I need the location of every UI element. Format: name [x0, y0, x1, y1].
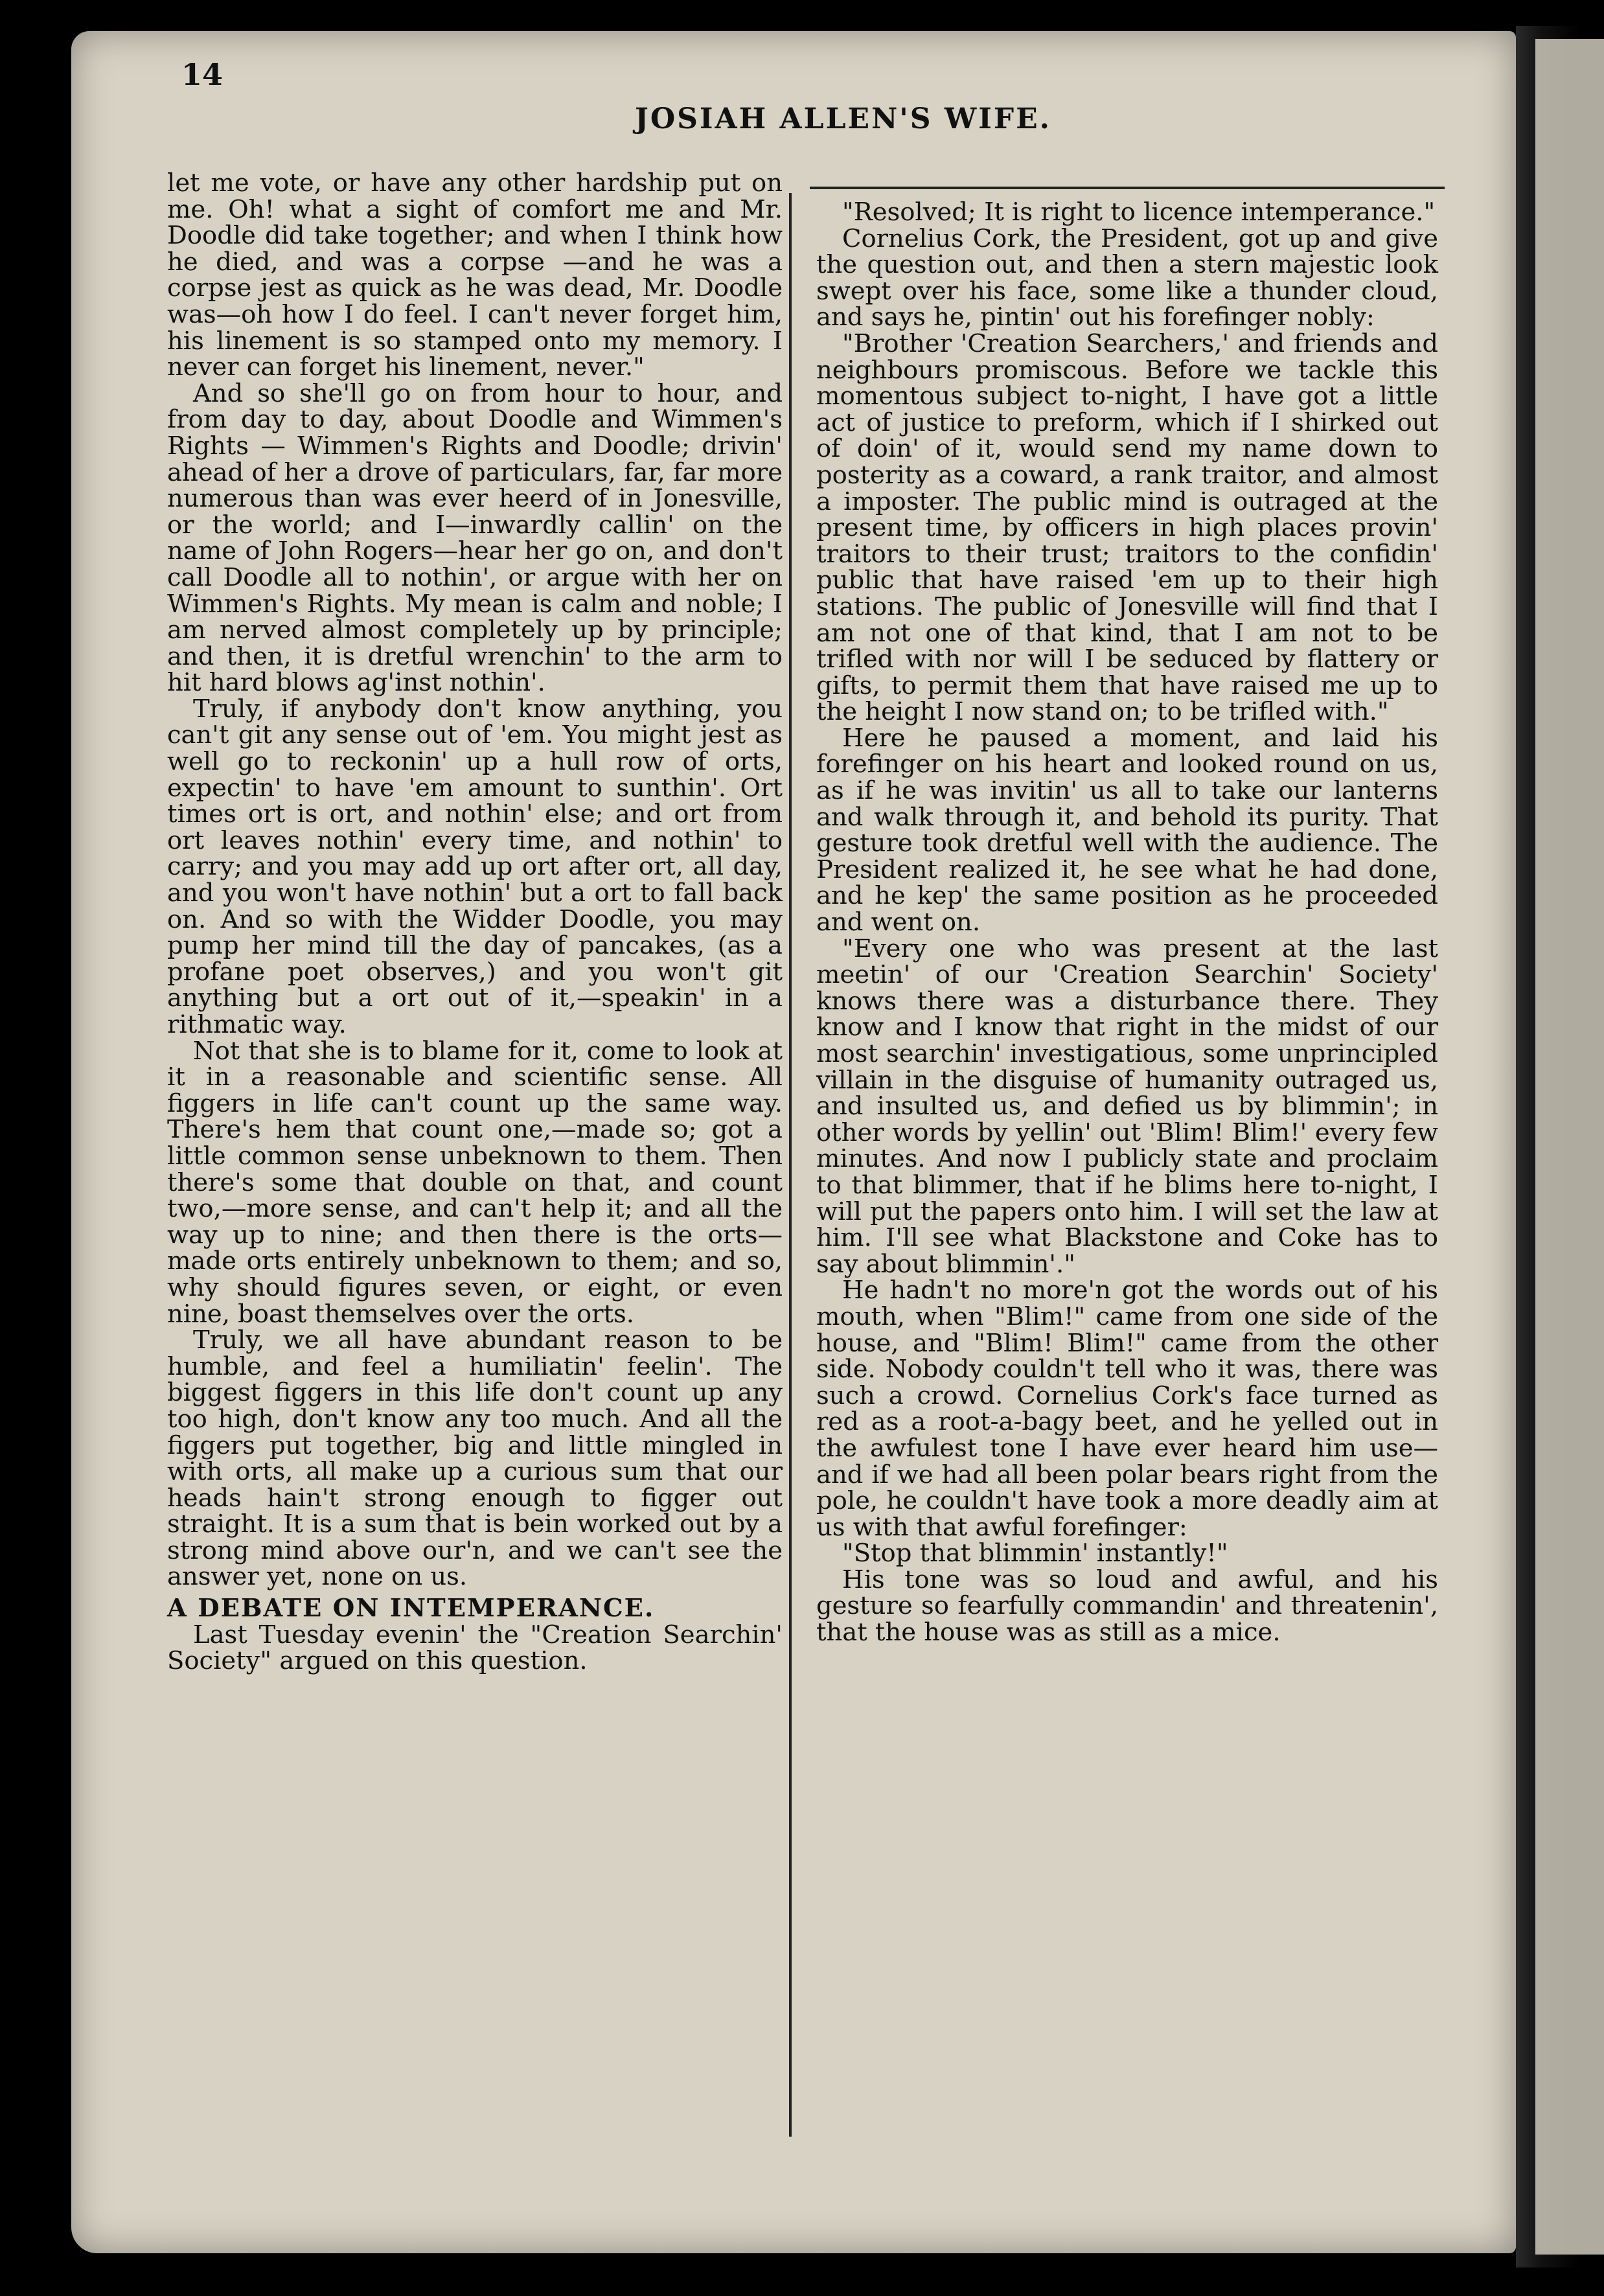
paragraph: "Brother 'Creation Searchers,' and friends and neighbours promiscous. Before we tackle this momentous subject to-night, I have got a little act of justice to preform, which if I shirked out of doin' of it, would send my name down to posterity as a coward, a rank traitor, and almost a imposter. The public mind is outraged at the present time, by officers in high places provin' traitors to their trust; traitors to the confidin' public that have raised 'em up to their high stations. The public of Jonesville will find that I am not one of that kind, that I am not to be trifled with nor will I be seduced by flattery or gifts, to permit them that have raised me up to the height I now stand on; to be trifled with." [816, 328, 1438, 727]
paragraph: "Every one who was present at the last meetin' of our 'Creation Searchin' Society' knows there was a disturbance there. They know and I know that right in the midst of our most searchin' investigatious, some unprincipled villain in the disguise of humanity outraged us, and insulted us, and defied us by blimmin'; in other words by yellin' out 'Blim! Blim!' every few minutes. And now I publicly state and proclaim to that blimmer, that if he blims here to-night, I will put the papers onto him. I will set the law at him. I'll see what Blackstone and Coke has to say about blimmin'." [816, 934, 1438, 1279]
section-heading: A DEBATE ON INTEMPERANCE. [167, 1594, 655, 1624]
paragraph: Cornelius Cork, the President, got up and give the question out, and then a stern majestic look swept over his face, some like a thunder cloud, and says he, pintin' out his forefinger nobly: [816, 224, 1438, 332]
right-column [816, 200, 1438, 1646]
paragraph: Here he paused a moment, and laid his forefinger on his heart and looked round on us, as if he was invitin' us all to take our lanterns and walk through it, and behold its purity. That gesture took dretful well with the audience. The President realized it, he see what he had done, and he kep' the same position as he proceeded and went on. [816, 723, 1438, 937]
paragraph: Not that she is to blame for it, come to look at it in a reasonable and scientific sense. All figgers in life can't count up the same way. There's hem that count one,—made so; got a little common sense unbeknown to them. Then there's some that double on that, and count two,—more sense, and can't help it; and all the way up to nine; and then there is the orts—made orts entirely unbeknown to them; and so, why should figures seven, or eight, or even nine, boast themselves over the orts. [167, 1036, 783, 1329]
running-title: JOSIAH ALLEN'S WIFE. [635, 102, 1051, 135]
paragraph: "Resolved; It is right to licence intemperance." [842, 198, 1436, 227]
paragraph: And so she'll go on from hour to hour, and from day to day, about Doodle and Wimmen's Rights — Wimmen's Rights and Doodle; drivin' ahead of her a drove of particulars, far, far more numerous than was ever heerd of in Jonesville, or the world; and I—inwardly callin' on the name of John Rogers—hear her go on, and don't call Doodle all to nothin', or argue with her on Wimmen's Rights. My mean is calm and noble; I am nerved almost completely up by principle; and then, it is dretful wrenchin' to the arm to hit hard blows ag'inst nothin'. [167, 378, 783, 698]
paragraph: He hadn't no more'n got the words out of his mouth, when "Blim!" came from one side of the house, and "Blim! Blim!" came from the other side. Nobody couldn't tell who it was, there was such a crowd. Cornelius Cork's face turned as red as a root-a-bagy beet, and he yelled out in the awfulest tone I have ever heard him use—and if we had all been polar bears right from the pole, he couldn't have took a more deadly aim at us with that awful forefinger: [816, 1276, 1438, 1542]
page-number: 14 [181, 57, 223, 92]
paragraph: Truly, we all have abundant reason to be humble, and feel a humiliatin' feelin'. The biggest figgers in this life don't count up any too high, don't know any too much. And all the figgers put together, big and little mingled in with orts, all make up a curious sum that our heads hain't strong enough to figger out straight. It is a sum that is bein worked out by a strong mind above our'n, and we can't see the answer yet, none on us. [167, 1326, 783, 1592]
paragraph: His tone was so loud and awful, and his gesture so fearfully commandin' and threatenin', that the house was as still as a mice. [816, 1565, 1438, 1647]
facing-page-edge [1535, 39, 1604, 2255]
paragraph: let me vote, or have any other hardship put on me. Oh! what a sight of comfort me and Mr. Doodle did take together; and when I think how he died, and was a corpse —and he was a corpse jest as quick as he was dead, Mr. Doodle was—oh how I do feel. I can't never forget him, his linement is so stamped onto my memory. I never can forget his linement, never." [167, 168, 783, 382]
left-column [167, 170, 783, 1675]
paragraph: "Stop that blimmin' instantly!" [842, 1539, 1228, 1568]
header-rule [810, 187, 1445, 189]
book-page [71, 31, 1516, 2253]
paragraph: Last Tuesday evenin' the "Creation Searchin' Society" argued on this question. [167, 1620, 783, 1676]
paragraph: Truly, if anybody don't know anything, you can't git any sense out of 'em. You might jest as well go to reckonin' up a hull row of orts, expectin' to have 'em amount to sunthin'. Ort times ort is ort, and nothin' else; and ort from ort leaves nothin' every time, and nothin' to carry; and you may add up ort after ort, all day, and you won't have nothin' but a ort to fall back on. And so with the Widder Doodle, you may pump her mind till the day of pancakes, (as a profane poet observes,) and you won't git anything but a ort out of it,—speakin' in a rithmatic way. [167, 694, 783, 1039]
column-divider [789, 193, 792, 2137]
